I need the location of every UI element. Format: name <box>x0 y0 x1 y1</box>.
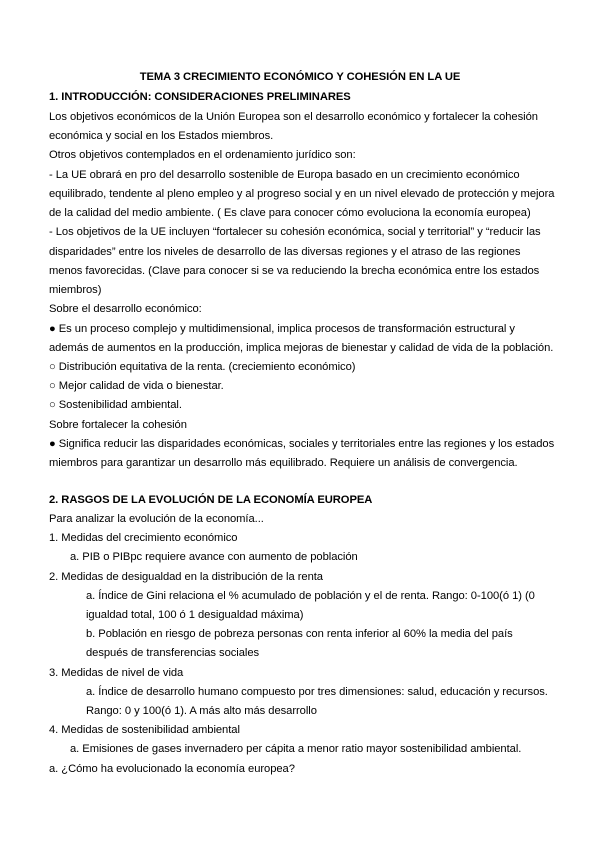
section-1-heading: 1. INTRODUCCIÓN: CONSIDERACIONES PRELIMINARES <box>49 91 351 103</box>
sub-list-item-continued: igualdad total, 100 ó 1 desigualdad máxima) <box>86 609 304 621</box>
paragraph-line: económica y social en los Estados miembros. <box>49 130 274 142</box>
sub-list-item-continued: después de transferencias sociales <box>86 647 260 659</box>
paragraph-line: Otros objetivos contemplados en el ordenamiento jurídico son: <box>49 149 356 161</box>
sub-list-item: a. PIB o PIBpc requiere avance con aumento de población <box>70 551 358 563</box>
list-item: 1. Medidas del crecimiento económico <box>49 532 238 544</box>
paragraph-line: miembros para garantizar un desarrollo más equilibrado. Requiere un análisis de convergencia. <box>49 457 518 469</box>
sub-bullet-item: ○ Sostenibilidad ambiental. <box>49 399 182 411</box>
sub-list-item: b. Población en riesgo de pobreza personas con renta inferior al 60% la media del país <box>86 628 513 640</box>
paragraph-line: miembros) <box>49 284 102 296</box>
paragraph-line: equilibrado, tendente al pleno empleo y al progreso social y en un nivel elevado de protección y mejora <box>49 188 555 200</box>
sub-list-item: a. Índice de Gini relaciona el % acumulado de población y el de renta. Rango: 0-100(ó 1) (0 <box>86 590 535 602</box>
sub-bullet-item: ○ Distribución equitativa de la renta. (creciemiento económico) <box>49 361 356 373</box>
paragraph-line: de la calidad del medio ambiente. ( Es clave para conocer cómo evoluciona la economía europea) <box>49 207 531 219</box>
paragraph-line: - Los objetivos de la UE incluyen “fortalecer su cohesión económica, social y territorial” y “reducir las <box>49 226 541 238</box>
paragraph-line: Sobre fortalecer la cohesión <box>49 419 187 431</box>
list-item: 4. Medidas de sostenibilidad ambiental <box>49 724 240 736</box>
paragraph-line: - La UE obrará en pro del desarrollo sostenible de Europa basado en un crecimiento económico <box>49 169 520 181</box>
bullet-item: ● Significa reducir las disparidades económicas, sociales y territoriales entre las regiones y los estados <box>49 438 555 450</box>
paragraph-line: menos favorecidas. (Clave para conocer si se va reduciendo la brecha económica entre los estados <box>49 265 540 277</box>
document-title: TEMA 3 CRECIMIENTO ECONÓMICO Y COHESIÓN EN LA UE <box>139 71 461 83</box>
list-item: 2. Medidas de desigualdad en la distribución de la renta <box>49 571 323 583</box>
list-item: 3. Medidas de nivel de vida <box>49 667 184 679</box>
sub-list-item-continued: Rango: 0 y 100(ó 1). A más alto más desarrollo <box>86 705 317 717</box>
paragraph-line: además de aumentos en la producción, implica mejoras de bienestar y calidad de vida de la población. <box>49 342 554 354</box>
paragraph-line: Sobre el desarrollo económico: <box>49 303 202 315</box>
bullet-item: ● Es un proceso complejo y multidimensional, implica procesos de transformación estructural y <box>49 323 515 335</box>
section-2-heading: 2. RASGOS DE LA EVOLUCIÓN DE LA ECONOMÍA EUROPEA <box>49 494 373 506</box>
paragraph-line: Los objetivos económicos de la Unión Europea son el desarrollo económico y fortalecer la cohesión <box>49 111 538 123</box>
sub-bullet-item: ○ Mejor calidad de vida o bienestar. <box>49 380 224 392</box>
paragraph-line: disparidades” entre los niveles de desarrollo de las diversas regiones y el atraso de las regiones <box>49 246 521 258</box>
sub-list-item: a. Emisiones de gases invernadero per cápita a menor ratio mayor sostenibilidad ambiental. <box>70 743 522 755</box>
sub-list-item: a. Índice de desarrollo humano compuesto por tres dimensiones: salud, educación y recursos. <box>86 686 548 698</box>
paragraph-line: Para analizar la evolución de la economía... <box>49 513 264 525</box>
question-line: a. ¿Cómo ha evolucionado la economía europea? <box>49 763 295 775</box>
